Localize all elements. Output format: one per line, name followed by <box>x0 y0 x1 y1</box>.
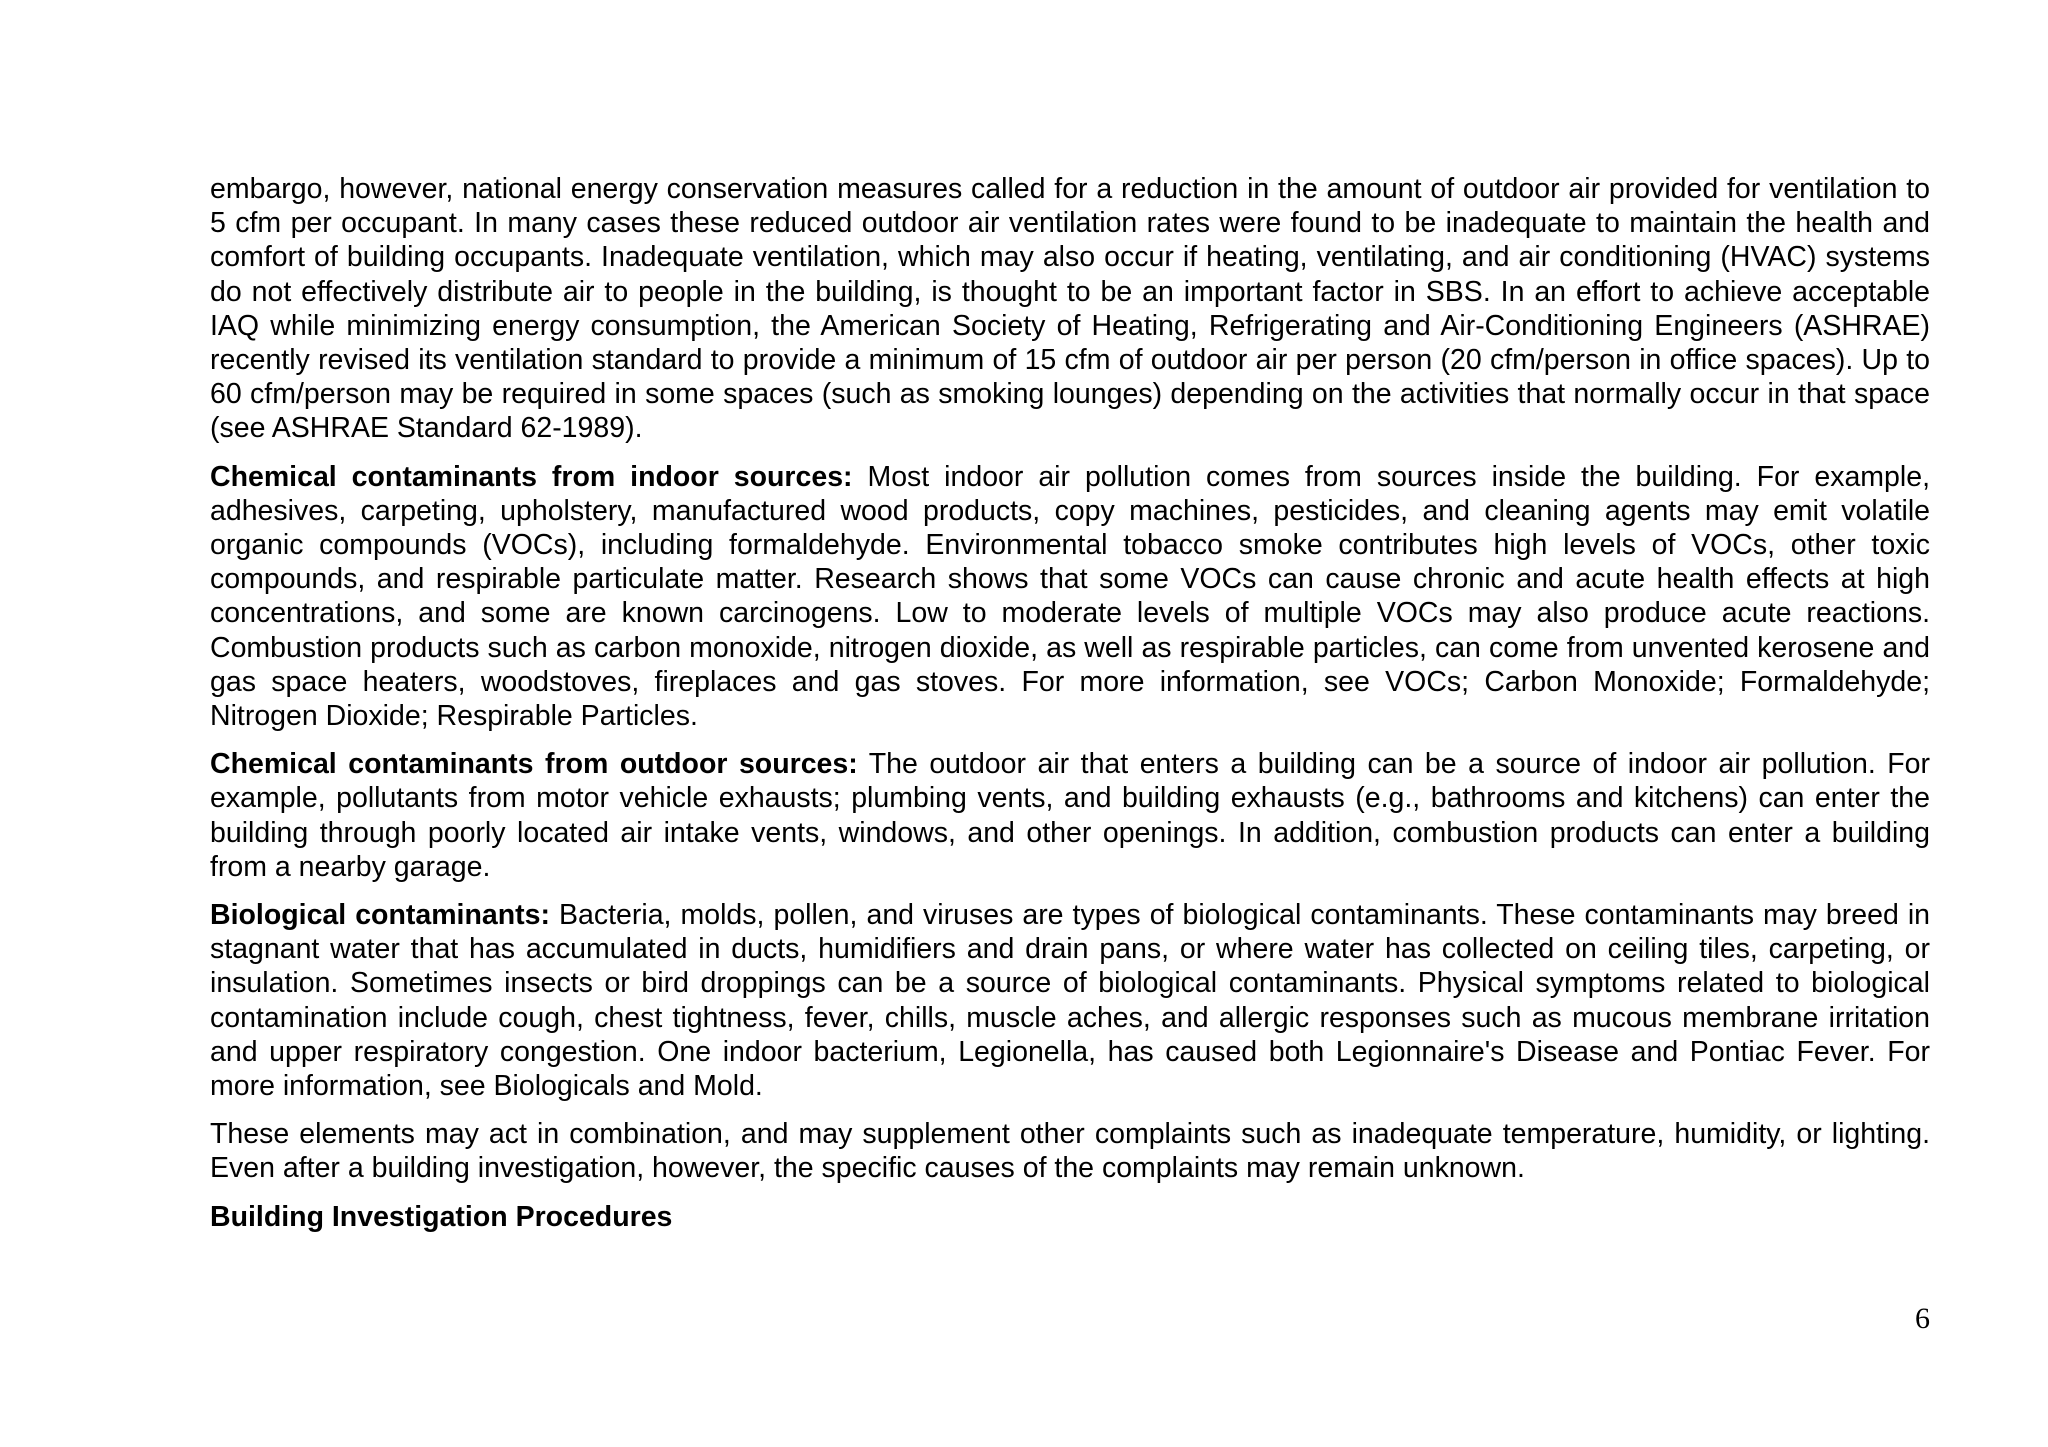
paragraph-label: Chemical contaminants from indoor sources: <box>210 460 853 493</box>
paragraph-biological-contaminants <box>210 898 1930 1103</box>
paragraph-text: Bacteria, molds, pollen, and viruses are types of biological contaminants. These contaminants may breed in stagnant water that has accumulated in ducts, humidifiers and drain pans, or where water has collected on ceiling tiles, carpeting, or insulation. Sometimes insects or bird droppings can be a source of biological contaminants. Physical symptoms related to biological contamination include cough, chest tightness, fever, chills, muscle aches, and allergic responses such as mucous membrane irritation and upper respiratory congestion. One indoor bacterium, Legionella, has caused both Legionnaire's Disease and Pontiac Fever. For more information, see Biologicals and Mold. <box>210 899 1931 1103</box>
paragraph-text: embargo, however, national energy conservation measures called for a reduction in the amount of outdoor air provided for ventilation to 5 cfm per occupant. In many cases these reduced outdoor air ventilation rates were found to be inadequate to maintain the health and comfort of building occupants. Inadequate ventilation, which may also occur if heating, ventilating, and air conditioning (HVAC) systems do not effectively distribute air to people in the building, is thought to be an important factor in SBS. In an effort to achieve acceptable IAQ while minimizing energy consumption, the American Society of Heating, Refrigerating and Air-Conditioning Engineers (ASHRAE) recently revised its ventilation standard to provide a minimum of 15 cfm of outdoor air per person (20 cfm/person in office spaces). Up to 60 cfm/person may be required in some spaces (such as smoking lounges) depending on the activities that normally occur in that space (see ASHRAE Standard 62-1989). <box>210 173 1930 445</box>
paragraph-label: Biological contaminants: <box>210 899 550 932</box>
paragraph-combination <box>210 1117 1930 1185</box>
section-heading: Building Investigation Procedures <box>210 1200 673 1233</box>
paragraph-text: The outdoor air that enters a building can be a source of indoor air pollution. For example, pollutants from motor vehicle exhausts; plumbing vents, and building exhausts (e.g., bathrooms and kitchens) can enter the building through poorly located air intake vents, windows, and other openings. In addition, combustion products can enter a building from a nearby garage. <box>210 748 1930 883</box>
paragraph-indoor-chemical-contaminants <box>210 460 1930 734</box>
paragraph-label: Chemical contaminants from outdoor sources: <box>210 748 858 781</box>
document-body <box>210 172 1930 1234</box>
paragraph-outdoor-chemical-contaminants <box>210 747 1930 884</box>
page-number: 6 <box>1915 1302 1930 1335</box>
paragraph-text: These elements may act in combination, and may supplement other complaints such as inadequate temperature, humidity, or lighting. Even after a building investigation, however, the specific causes of the complaints may remain unknown. <box>210 1118 1930 1185</box>
paragraph-text: Most indoor air pollution comes from sources inside the building. For example, adhesives, carpeting, upholstery, manufactured wood products, copy machines, pesticides, and cleaning agents may emit volatile organic compounds (VOCs), including formaldehyde. Environmental tobacco smoke contributes high levels of VOCs, other toxic compounds, and respirable particulate matter. Research shows that some VOCs can cause chronic and acute health effects at high concentrations, and some are known carcinogens. Low to moderate levels of multiple VOCs may also produce acute reactions. Combustion products such as carbon monoxide, nitrogen dioxide, as well as respirable particles, can come from unvented kerosene and gas space heaters, woodstoves, fireplaces and gas stoves. For more information, see VOCs; Carbon Monoxide; Formaldehyde; Nitrogen Dioxide; Respirable Particles. <box>210 460 1930 733</box>
paragraph-ventilation <box>210 172 1930 446</box>
